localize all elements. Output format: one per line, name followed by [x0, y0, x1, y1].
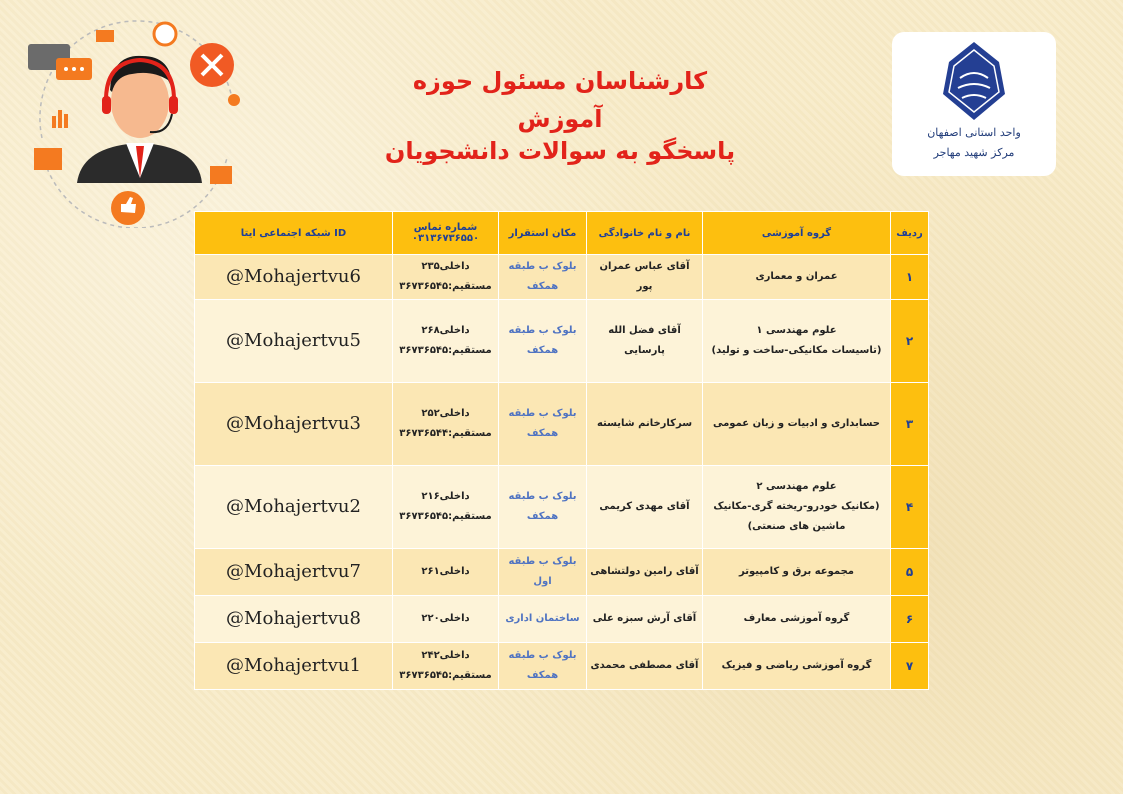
- group-text: علوم مهندسی ۲: [756, 481, 837, 492]
- clock-icon: [154, 23, 176, 45]
- mail-icon: [96, 30, 114, 42]
- support-agent-icon: [77, 56, 202, 183]
- phone-header-title: شماره تماس: [413, 222, 478, 233]
- cell-group: [703, 300, 891, 383]
- location-text: همکف: [526, 428, 559, 439]
- cell-group: [703, 549, 891, 596]
- phone-text: مستقیم:۳۶۷۳۶۵۴۵: [399, 345, 492, 356]
- row-number: ۲: [891, 300, 929, 383]
- cell-phone: [393, 643, 499, 690]
- cell-name: آقای عباس عمران پور: [587, 255, 703, 300]
- group-text: عمران و معماری: [755, 271, 838, 282]
- row-number: ۴: [891, 466, 929, 549]
- col-header-name: نام و نام خانوادگی: [587, 212, 703, 255]
- cell-phone: [393, 549, 499, 596]
- col-header-location: مکان استقرار: [499, 212, 587, 255]
- location-text: بلوک ب طبقه: [508, 261, 577, 272]
- group-text: علوم مهندسی ۱: [756, 325, 837, 336]
- cell-location: [499, 596, 587, 643]
- envelope-icon: [34, 148, 62, 170]
- cell-phone: [393, 300, 499, 383]
- logo-unit-text: واحد استانی اصفهان: [927, 126, 1021, 139]
- chat-bubble-icon: [28, 44, 92, 80]
- cell-group: [703, 383, 891, 466]
- row-number: ۵: [891, 549, 929, 596]
- cell-social-id: @Mohajertvu1: [195, 643, 393, 690]
- location-text: بلوک ب طبقه: [508, 408, 577, 419]
- cell-social-id: @Mohajertvu6: [195, 255, 393, 300]
- group-text: مجموعه برق و کامپیوتر: [738, 566, 854, 577]
- cell-location: [499, 466, 587, 549]
- cell-group: [703, 466, 891, 549]
- location-text: همکف: [526, 511, 559, 522]
- cell-social-id: @Mohajertvu7: [195, 549, 393, 596]
- phone-text: داخلی۲۵۲: [421, 408, 470, 419]
- row-number: ۱: [891, 255, 929, 300]
- location-text: همکف: [526, 281, 559, 292]
- cell-location: [499, 300, 587, 383]
- location-text: بلوک ب طبقه اول: [508, 556, 577, 587]
- gear-icon: [228, 94, 240, 106]
- cell-group: [703, 255, 891, 300]
- phone-text: داخلی۲۲۰: [421, 613, 470, 624]
- group-text: حسابداری و ادبیات و زبان عمومی: [713, 418, 880, 429]
- group-text: گروه آموزشی معارف: [743, 613, 850, 624]
- col-header-row-number: ردیف: [891, 212, 929, 255]
- table-row: [195, 383, 929, 466]
- col-header-group: گروه آموزشی: [703, 212, 891, 255]
- location-text: بلوک ب طبقه: [508, 491, 577, 502]
- contacts-table: [194, 211, 929, 690]
- table-row: [195, 466, 929, 549]
- logo-emblem: [892, 32, 1056, 126]
- cell-name: آقای رامین دولتشاهی: [587, 549, 703, 596]
- support-agent-illustration: [22, 18, 252, 228]
- group-text: (مکانیک خودرو-ریخته گری-مکانیک: [713, 501, 880, 512]
- logo-center-text: مرکز شهید مهاجر: [933, 146, 1015, 159]
- phone-text: مستقیم:۳۶۷۳۶۵۴۵: [399, 670, 492, 681]
- cell-phone: [393, 466, 499, 549]
- group-text: ماشین های صنعتی): [747, 521, 846, 532]
- table-body: [195, 255, 929, 690]
- cell-phone: [393, 383, 499, 466]
- cell-social-id: @Mohajertvu8: [195, 596, 393, 643]
- phone-text: داخلی۲۴۲: [421, 650, 470, 661]
- cell-social-id: @Mohajertvu3: [195, 383, 393, 466]
- phone-text: مستقیم:۳۶۷۳۶۵۴۵: [399, 281, 492, 292]
- location-text: همکف: [526, 670, 559, 681]
- table-row: [195, 255, 929, 300]
- phone-text: داخلی۲۱۶: [421, 491, 470, 502]
- phone-text: داخلی۲۳۵: [421, 261, 470, 272]
- phone-text: مستقیم:۳۶۷۳۶۵۴۴: [399, 428, 492, 439]
- document-icon: [210, 166, 232, 184]
- cell-name: آقای مصطفی محمدی: [587, 643, 703, 690]
- cell-social-id: @Mohajertvu5: [195, 300, 393, 383]
- cell-location: [499, 383, 587, 466]
- phone-header-number: ۰۳۱۳۶۷۳۶۵۵۰: [411, 233, 480, 244]
- location-text: بلوک ب طبقه: [508, 650, 577, 661]
- cell-phone: [393, 255, 499, 300]
- location-text: بلوک ب طبقه: [508, 325, 577, 336]
- cell-name: آقای فضل الله پارسایی: [587, 300, 703, 383]
- location-text: ساختمان اداری: [505, 613, 580, 624]
- table-row: [195, 300, 929, 383]
- group-text: گروه آموزشی ریاضی و فیزیک: [721, 660, 872, 671]
- page-title: کارشناسان مسئول حوزه آموزش: [412, 67, 708, 133]
- cell-name: آقای مهدی کریمی: [587, 466, 703, 549]
- phone-text: داخلی۲۶۸: [421, 325, 470, 336]
- cell-location: [499, 255, 587, 300]
- row-number: ۷: [891, 643, 929, 690]
- row-number: ۶: [891, 596, 929, 643]
- col-header-social-id: ID شبکه اجتماعی ایتا: [195, 212, 393, 255]
- page-titles: [380, 62, 740, 170]
- row-number: ۳: [891, 383, 929, 466]
- cell-name: سرکارخانم شایسته: [587, 383, 703, 466]
- group-text: (تاسیسات مکانیکی-ساخت و تولید): [711, 345, 882, 356]
- cell-group: [703, 643, 891, 690]
- page-subtitle: پاسخگو به سوالات دانشجویان: [384, 137, 736, 165]
- cell-group: [703, 596, 891, 643]
- col-header-phone: [393, 212, 499, 255]
- cell-location: [499, 643, 587, 690]
- table-header-row: [195, 212, 929, 255]
- location-text: همکف: [526, 345, 559, 356]
- table-row: [195, 549, 929, 596]
- cell-social-id: @Mohajertvu2: [195, 466, 393, 549]
- bar-chart-icon: [52, 110, 68, 128]
- cell-phone: [393, 596, 499, 643]
- phone-text: مستقیم:۳۶۷۳۶۵۴۵: [399, 511, 492, 522]
- cell-location: [499, 549, 587, 596]
- cell-name: آقای آرش سبزه علی: [587, 596, 703, 643]
- phone-text: داخلی۲۶۱: [421, 566, 470, 577]
- table-row: [195, 643, 929, 690]
- university-logo: [892, 32, 1056, 176]
- table-row: [195, 596, 929, 643]
